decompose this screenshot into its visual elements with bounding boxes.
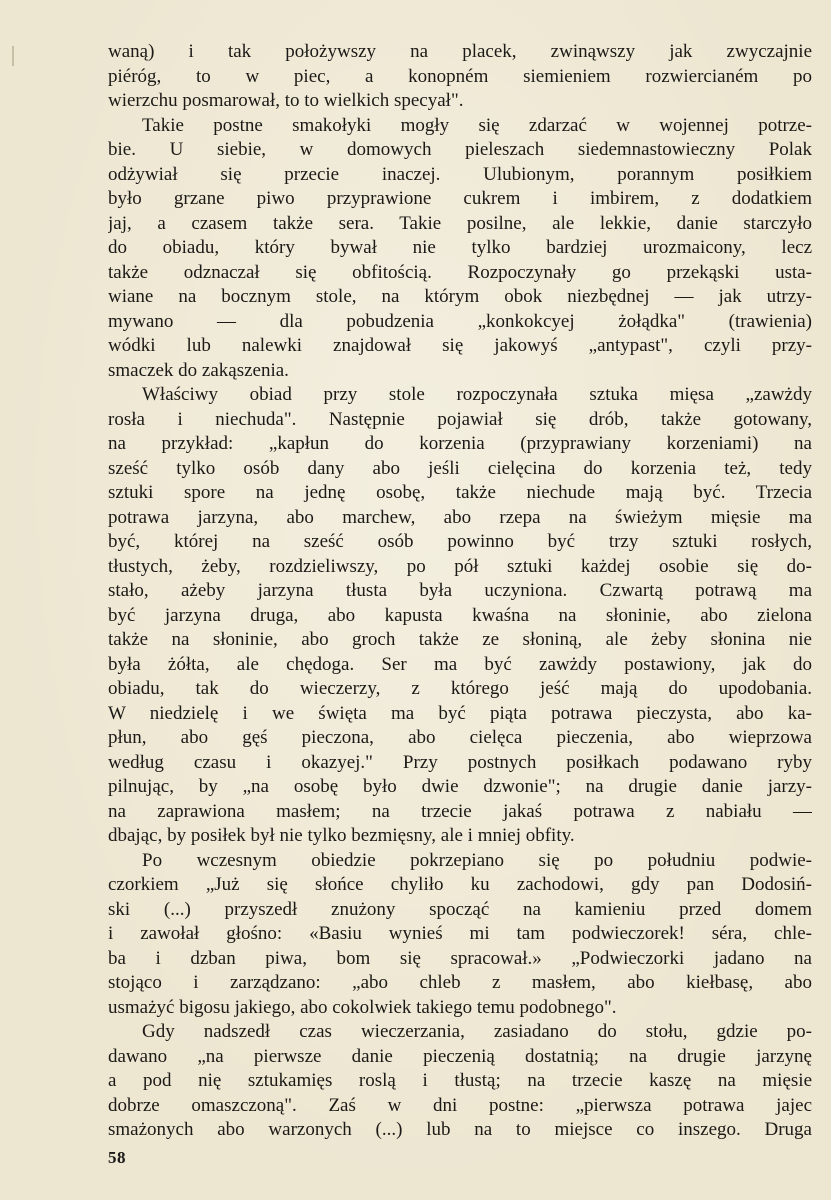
text-line: jaj, a czasem także sera. Takie posilne, ale lekkie, danie starczyło [108,212,812,234]
text-line: płun, abo gęś pieczona, abo cielęca pieczenia, abo wieprzowa [108,727,812,748]
text-line: dawano „na pierwsze danie pieczenią dostatnią; na drugie jarzynę [108,1045,812,1067]
text-line: usmażyć bigosu jakiego, abo cokolwiek takiego temu podobnego". [108,996,617,1018]
page-edge-mark [12,46,14,66]
text-line: być, której na sześć osób powinno być trzy sztuki rosłych, [108,531,812,552]
text-line: ski (...) przyszedł znużony spocząć na kamieniu przed domem [108,898,812,920]
text-line: dobrze omaszczoną". Zaś w dni postne: „pierwsza potrawa jajec [108,1094,812,1116]
text-line: mywano — dla pobudzenia „konkokcyej żołądka" (trawienia) [108,310,812,332]
text-line: według czasu i okazyej." Przy postnych posiłkach podawano ryby [108,751,812,773]
text-line: dbając, by posiłek był nie tylko bezmięsny, ale i mniej obfity. [108,825,575,846]
text-line: piéróg, to w piec, a konopném siemieniem rozwiercianém po [108,65,812,87]
text-line: wierzchu posmarował, to to wielkich specyał". [108,90,464,111]
paragraph-start-line: Właściwy obiad przy stole rozpoczynała sztuka mięsa „zawżdy [142,384,812,405]
text-line: smażonych abo warzonych (...) lub na to miejsce co inszego. Druga [108,1119,812,1140]
text-line: także na słoninie, abo groch także ze słoniną, ale żeby słonina nie [108,629,812,650]
text-line: wiane na bocznym stole, na którym obok niezbędnej — jak utrzy- [108,286,812,307]
text-line: sześć tylko osób dany abo jeśli cielęcina do korzenia też, tedy [108,457,812,479]
text-line: rosła i niechuda". Następnie pojawiał się drób, także gotowany, [108,408,812,430]
paragraph-start-line: Po wczesnym obiedzie pokrzepiano się po południu podwie- [142,849,812,871]
text-line: czorkiem „Już się słońce chyliło ku zachodowi, gdy pan Dodosiń- [108,874,812,895]
text-line: tłustych, żeby, rozdzieliwszy, po pół sztuki każdej osobie się do- [108,555,812,577]
text-line: waną) i tak położywszy na placek, zwinąwszy jak zwyczajnie [108,41,812,62]
text-line: W niedzielę i we święta ma być piąta potrawa pieczysta, abo ka- [108,702,812,724]
text-line: było grzane piwo przyprawione cukrem i imbirem, z dodatkiem [108,188,812,209]
text-line: na zaprawiona masłem; na trzecie jakaś potrawa z nabiału — [108,800,812,822]
body-text [108,40,812,1143]
text-line: sztuki spore na jednę osobę, także niechude mają być. Trzecia [108,482,812,503]
text-line: obiadu, tak do wieczerzy, z którego jeść mają do upodobania. [108,678,812,699]
text-line: do obiadu, który bywał nie tylko bardziej urozmaicony, lecz [108,237,812,258]
text-line: na przykład: „kapłun do korzenia (przyprawiany korzeniami) na [108,433,812,454]
page-number: 58 [108,1148,126,1167]
text-line: bie. U siebie, w domowych pieleszach siedemnastowieczny Polak [108,139,812,160]
text-line: odżywiał się przecie inaczej. Ulubionym, porannym posiłkiem [108,163,812,185]
text-line: wódki lub nalewki znajdował się jakowyś „antypast", czyli przy- [108,335,812,356]
paragraph-start-line: Gdy nadszedł czas wieczerzania, zasiadano do stołu, gdzie po- [142,1021,812,1042]
text-line: być jarzyna druga, abo kapusta kwaśna na słoninie, abo zielona [108,604,812,626]
text-line: stojąco i zarządzano: „abo chleb z masłem, abo kiełbasę, abo [108,972,812,993]
text-line: pilnując, by „na osobę było dwie dzwonie"; na drugie danie jarzy- [108,776,812,797]
text-line: smaczek do zakąszenia. [108,359,289,381]
text-line: a pod nię sztukamięs roslą i tłustą; na trzecie kaszę na mięsie [108,1070,812,1091]
text-line: potrawa jarzyna, abo marchew, abo rzepa na świeżym mięsie ma [108,506,812,528]
paragraph-start-line: Takie postne smakołyki mogły się zdarzać w wojennej potrze- [142,114,812,136]
text-line: i zawołał głośno: «Basiu wynieś mi tam podwieczorek! séra, chle- [108,923,812,944]
text-line: była żółta, ale chędoga. Ser ma być zawżdy postawiony, jak do [108,653,812,675]
text-line: stało, ażeby jarzyna tłusta była uczyniona. Czwartą potrawą ma [108,580,812,601]
text-line: ba i dzban piwa, bom się spracował.» „Podwieczorki jadano na [108,947,812,969]
text-line: także odznaczał się obfitością. Rozpoczynały go przekąski usta- [108,261,812,283]
